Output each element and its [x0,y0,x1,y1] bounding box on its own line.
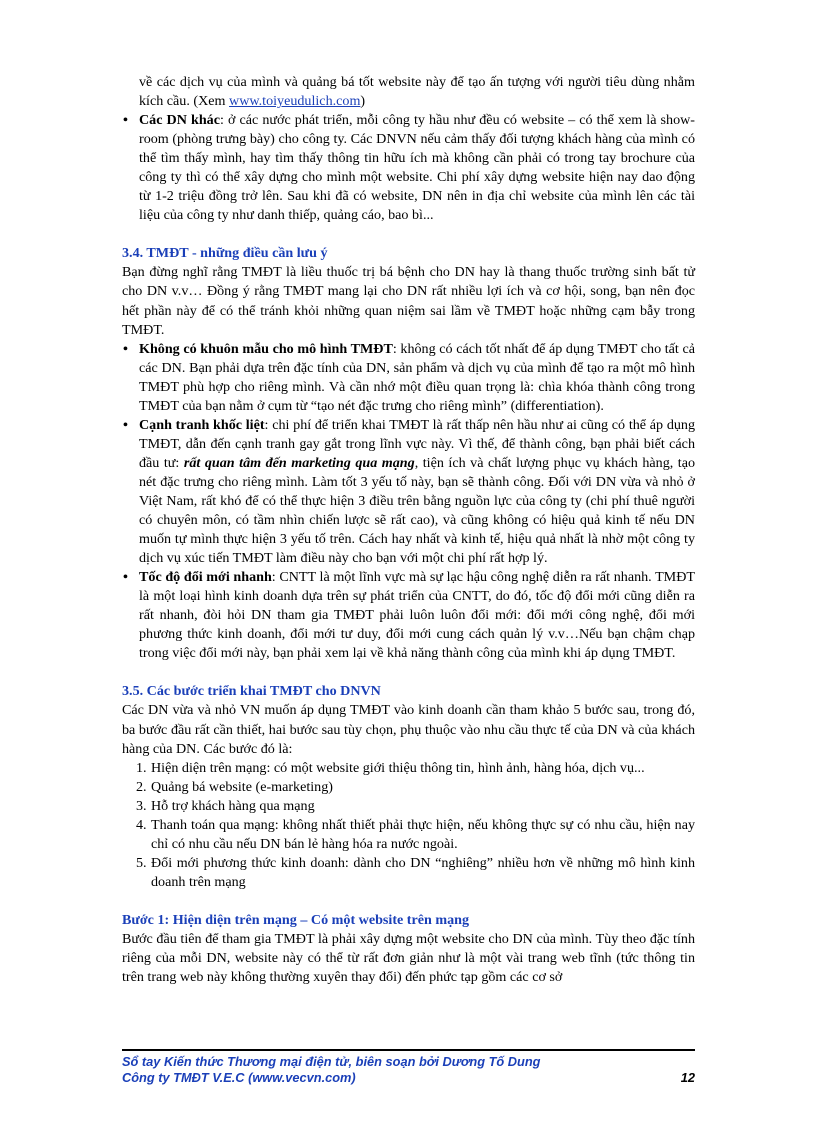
continued-paragraph [122,73,695,111]
page-number: 12 [680,1070,695,1085]
item-label: Tốc độ đổi mới nhanh [139,569,272,586]
section-34-list [122,340,695,664]
step-item [122,759,695,778]
toiyeudulich-link[interactable]: www.toiyeudulich.com [229,93,361,110]
bullet-dot-icon: • [123,416,128,433]
item-text: , tiện ích và chất lượng phục vụ khách hàng, tạo nét đặc trưng cho riêng mình. Làm tốt 3 yếu tố này, bạn sẽ thành công. Đối với DN vừa và nhỏ ở Việt Nam, rất khó để có thể thực hiện 3 điều trên bằng nguồn lực của công ty (chi phí thuê người có chuyên môn, có tầm nhìn chiến lược sẽ rất cao), và cũng không có hiệu quả kinh tế nếu DN muốn tự mình thực hiện 3 yếu tố trên. Cách hay nhất và kinh tế, hiệu quả nhất là nhờ một công ty dịch vụ xúc tiến TMĐT làm điều này cho bạn với một chi phí rất hợp lý. [139,454,696,567]
section-34-intro: Bạn đừng nghĩ rằng TMĐT là liều thuốc trị bá bệnh cho DN hay là thang thuốc trường sinh bất tử cho DN v.v… Đồng ý rằng TMĐT mang lại cho DN rất nhiều lợi ích và cơ hội, song, bạn nên đọc hết phần này để có thể tránh khỏi những quan niệm sai lầm về TMĐT hoặc những cạm bẫy trong TMĐT. [122,264,695,338]
section-35-heading: 3.5. Các bước triển khai TMĐT cho DNVN [122,683,381,700]
document-body [122,73,695,987]
step-number: 2. [136,778,147,795]
step-item [122,854,695,892]
list-item [122,416,695,568]
footer-title: Sổ tay Kiến thức Thương mại điện tử, biên soạn bởi Dương Tố Dung [122,1054,541,1069]
step-number: 5. [136,854,147,871]
step-number: 1. [136,759,147,776]
item-text: : chi phí để triển khai TMĐT là rất thấp nên hầu như ai cũng có thể áp dụng TMĐT, dẫn đến cạnh tranh gay gắt trong lĩnh vực này. Vì thế, để thành công, bạn phải biết cách đầu tư: [139,416,696,471]
step-text: Đổi mới phương thức kinh doanh: dành cho DN “nghiêng” nhiều hơn về những mô hình kinh doanh trên mạng [151,854,695,890]
item-label: Không có khuôn mẫu cho mô hình TMĐT [139,340,393,357]
step-item [122,778,695,797]
item-label: Cạnh tranh khốc liệt [139,416,265,433]
step-text: Hỗ trợ khách hàng qua mạng [151,797,315,814]
continued-text: về các dịch vụ của mình và quảng bá tốt website này để tạo ấn tượng với người tiêu dùng nhằm kích cầu. (Xem [139,74,695,110]
item-text: : ở các nước phát triển, mỗi công ty hầu như đều có website – có thể xem là show-room (phòng trưng bày) cho công ty. Các DNVN nếu cảm thấy đối tượng khách hàng của mình có thể tìm thấy mình, hay tìm thấy thông tin hữu ích mà không cần phải có trong tay brochure của công ty thì có thể xây dựng cho mình một website. Chi phí xây dựng website hiện nay dao động từ 1-2 triệu đồng trở lên. Sau khi đã có website, DN nên in địa chỉ website của mình lên các tài liệu của công ty như danh thiếp, quảng cáo, bao bì... [139,112,695,224]
bullet-dot-icon: • [123,112,128,129]
continued-close: ) [360,93,366,110]
other-dn-list [122,111,695,225]
bullet-dot-icon: • [123,569,128,586]
step-item [122,797,695,816]
step-text: Quảng bá website (e-marketing) [151,778,333,795]
step-1-heading: Bước 1: Hiện diện trên mạng – Có một website trên mạng [122,911,470,928]
step-text: Thanh toán qua mạng: không nhất thiết phải thực hiện, nếu không thực sự có nhu cầu, hiện nay chỉ có nhu cầu nếu DN bán lẻ hàng hóa ra nước ngoài. [151,816,695,852]
list-item [122,340,695,416]
steps-list [122,759,695,892]
item-text: : không có cách tốt nhất để áp dụng TMĐT cho tất cả các DN. Bạn phải dựa trên đặc tính của DN, sản phẩm và dịch vụ của mình để tạo ra một mô hình TMĐT phù hợp cho riêng mình. Và cần nhớ một điều quan trọng là: chìa khóa thành công trong TMĐT của bạn nằm ở cụm từ “tạo nét đặc trưng cho riêng mình” (differentiation). [139,340,695,414]
step-item [122,816,695,854]
step-number: 4. [136,816,147,833]
step-1-text: Bước đầu tiên để tham gia TMĐT là phải xây dựng một website cho DN của mình. Tùy theo đặc tính riêng của mỗi DN, website này có thể từ rất đơn giản như là một vài trang web tĩnh (tức thông tin trên trang web này không thường xuyên thay đổi) đến phức tạp gồm các cơ sở [122,930,695,986]
list-item [122,568,695,663]
section-34-heading: 3.4. TMĐT - những điều cần lưu ý [122,245,328,262]
item-text: : CNTT là một lĩnh vực mà sự lạc hậu công nghệ diễn ra rất nhanh. TMĐT là một loại hình kinh doanh dựa trên sự phát triển của CNTT, do đó, tốc độ đổi mới cũng diễn ra rất nhanh, đòi hỏi DN tham gia TMĐT phải luôn luôn đổi mới: đổi mới công nghệ, đổi mới phương thức kinh doanh, đổi mới tư duy, đổi mới cung cách quản lý v.v…Nếu bạn chậm chạp trong việc đổi mới này, bạn phải xem lại về khả năng thành công của mình khi áp dụng TMĐT. [139,569,695,662]
page-footer [122,1054,695,1086]
section-35-intro: Các DN vừa và nhỏ VN muốn áp dụng TMĐT vào kinh doanh cần tham khảo 5 bước sau, trong đó, ba bước đầu rất cần thiết, hai bước sau tùy chọn, phụ thuộc vào nhu cầu thực tế của DN và của khách hàng của DN. Các bước đó là: [122,702,695,757]
footer-company: Công ty TMĐT V.E.C (www.vecvn.com) [122,1070,356,1085]
step-text: Hiện diện trên mạng: có một website giới thiệu thông tin, hình ảnh, hàng hóa, dịch vụ... [151,759,645,776]
list-item [122,111,695,225]
step-number: 3. [136,797,147,814]
footer-divider [122,1049,695,1051]
item-label: Các DN khác [139,112,220,129]
bullet-dot-icon: • [123,340,128,357]
item-emphasis: rất quan tâm đến marketing qua mạng [183,454,415,471]
